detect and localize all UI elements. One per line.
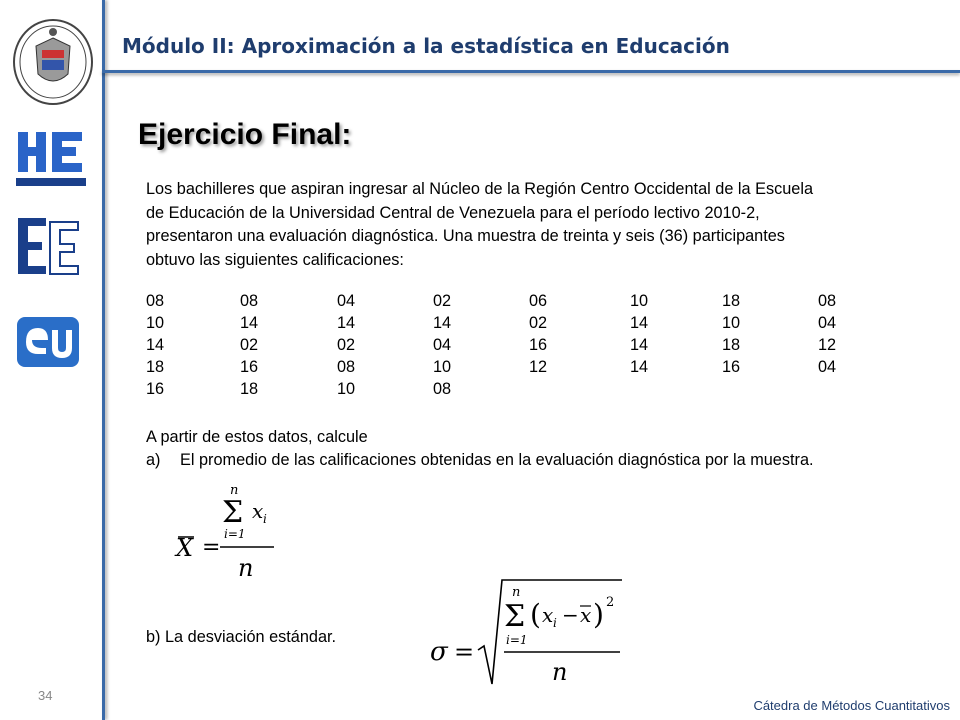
sd-sum-bottom: i=1 bbox=[506, 633, 528, 647]
footer-course: Cátedra de Métodos Cuantitativos bbox=[753, 698, 950, 713]
grade-cell: 10 bbox=[722, 314, 741, 332]
grade-cell: 18 bbox=[722, 336, 741, 354]
grade-cell: 04 bbox=[818, 314, 837, 332]
grade-cell: 18 bbox=[722, 292, 741, 310]
grade-cell: 08 bbox=[337, 358, 356, 376]
header-divider bbox=[102, 70, 960, 73]
grade-cell: 06 bbox=[529, 292, 548, 310]
grade-cell: 18 bbox=[240, 380, 259, 398]
mean-sum-top: n bbox=[230, 483, 239, 498]
sd-sum-top: n bbox=[512, 585, 521, 600]
grades-row bbox=[146, 356, 866, 378]
mean-sum-bottom: i=1 bbox=[224, 527, 246, 541]
grade-cell: 02 bbox=[240, 336, 259, 354]
grade-cell: 14 bbox=[146, 336, 165, 354]
close-paren: ) bbox=[593, 598, 604, 631]
sd-power: 2 bbox=[606, 595, 615, 610]
calculate-intro: A partir de estos datos, calcule bbox=[146, 428, 368, 446]
module-title: Módulo II: Aproximación a la estadística en Educación bbox=[122, 34, 730, 58]
sd-lhs: σ bbox=[430, 637, 448, 667]
mean-subscript: i bbox=[263, 512, 267, 526]
grade-cell: 14 bbox=[433, 314, 452, 332]
grade-cell: 16 bbox=[529, 336, 548, 354]
exercise-title: Ejercicio Final: bbox=[138, 118, 352, 151]
item-a bbox=[146, 451, 814, 470]
grade-cell: 02 bbox=[337, 336, 356, 354]
mean-formula bbox=[172, 482, 282, 582]
grade-cell: 14 bbox=[630, 336, 649, 354]
grade-cell: 04 bbox=[433, 336, 452, 354]
sd-minus: − bbox=[562, 603, 579, 627]
grade-cell: 10 bbox=[433, 358, 452, 376]
grade-cell: 14 bbox=[630, 314, 649, 332]
grade-cell: 16 bbox=[722, 358, 741, 376]
intro-line: presentaron una evaluación diagnóstica. Una muestra de treinta y seis (36) participantes bbox=[146, 227, 785, 245]
std-dev-formula bbox=[428, 572, 628, 690]
intro-line: Los bachilleres que aspiran ingresar al Núcleo de la Región Centro Occidental de la Escuela bbox=[146, 180, 814, 198]
sigma-icon: Σ bbox=[222, 495, 244, 530]
grade-cell: 12 bbox=[818, 336, 837, 354]
grades-row bbox=[146, 334, 866, 356]
grade-cell: 10 bbox=[146, 314, 165, 332]
grade-cell: 04 bbox=[337, 292, 356, 310]
grade-cell: 08 bbox=[240, 292, 259, 310]
grade-cell: 14 bbox=[630, 358, 649, 376]
grade-cell: 14 bbox=[240, 314, 259, 332]
sqrt-icon bbox=[478, 580, 622, 684]
sd-term: x bbox=[542, 603, 554, 627]
escuela-educacion-logo bbox=[14, 214, 86, 280]
grade-cell: 02 bbox=[433, 292, 452, 310]
item-a-text: El promedio de las calificaciones obtenidas en la evaluación diagnóstica por la muestra. bbox=[180, 451, 814, 469]
eu-logo bbox=[16, 316, 80, 368]
mean-lhs: X bbox=[176, 534, 194, 562]
grade-cell: 10 bbox=[337, 380, 356, 398]
sigma-icon: Σ bbox=[504, 599, 526, 634]
item-b: b) La desviación estándar. bbox=[146, 628, 337, 646]
mean-denominator: n bbox=[238, 554, 254, 582]
ucv-seal-logo bbox=[12, 18, 94, 106]
grade-cell: 08 bbox=[433, 380, 452, 398]
exercise-intro bbox=[146, 178, 926, 272]
grade-cell: 16 bbox=[240, 358, 259, 376]
humanidades-educacion-logo bbox=[14, 128, 88, 190]
grade-cell: 02 bbox=[529, 314, 548, 332]
grade-cell: 08 bbox=[146, 292, 165, 310]
grade-cell: 08 bbox=[818, 292, 837, 310]
open-paren: ( bbox=[530, 598, 541, 631]
grade-cell: 16 bbox=[146, 380, 165, 398]
sd-denominator: n bbox=[552, 658, 568, 686]
grade-cell: 10 bbox=[630, 292, 649, 310]
sidebar-divider bbox=[102, 0, 105, 720]
mean-numerator: x bbox=[252, 499, 264, 523]
page-number: 34 bbox=[38, 688, 53, 703]
grade-cell: 18 bbox=[146, 358, 165, 376]
sd-subscript: i bbox=[553, 616, 557, 630]
item-a-letter: a) bbox=[146, 451, 161, 469]
equals-sign: = bbox=[454, 638, 475, 666]
grade-cell: 14 bbox=[337, 314, 356, 332]
grade-cell: 12 bbox=[529, 358, 548, 376]
intro-line: de Educación de la Universidad Central de Venezuela para el período lectivo 2010-2, bbox=[146, 203, 760, 222]
equals-sign: = bbox=[202, 535, 221, 560]
grade-cell: 04 bbox=[818, 358, 837, 376]
grades-row bbox=[146, 312, 866, 334]
grades-row bbox=[146, 378, 866, 400]
grades-row bbox=[146, 290, 866, 312]
sd-mean: x bbox=[580, 603, 592, 627]
intro-line: obtuvo las siguientes calificaciones: bbox=[146, 250, 404, 269]
